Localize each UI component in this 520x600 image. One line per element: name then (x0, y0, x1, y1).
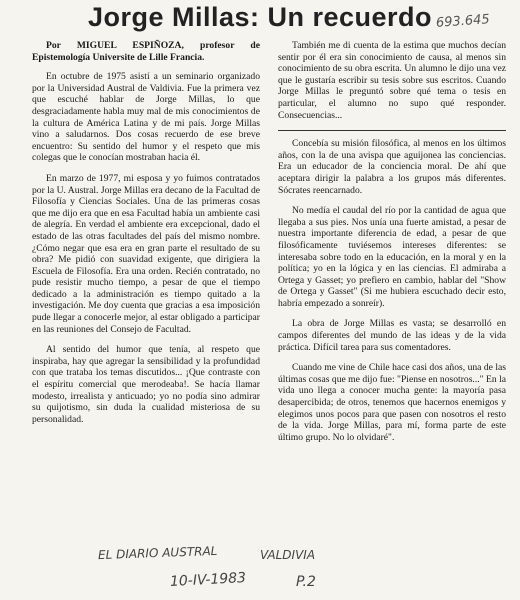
left-column (32, 40, 260, 434)
publication-date: 10-IV-1983 (169, 570, 247, 590)
article-title: Jorge Millas: Un recuerdo (87, 2, 433, 32)
paragraph-7: La obra de Jorge Millas es vasta; se desarrolló en campos diferentes del mundo de las ideas y de la vida práctica. Difícil tarea para sus comentadores. (278, 318, 506, 353)
paragraph-1: En octubre de 1975 asistí a un seminario organizado por la Universidad Austral de Valdivia. Fue la primera vez que escuché hablar de Jorge Millas, lo que desgraciadamente habla muy mal de mis conocimientos de la cultura de América Latina y de mi país. Jorge Millas vino a saludarnos. Dos cosas recuerdo de ese breve encuentro: Su sentido del humor y el respeto que mis colegas que le conocían mostraban hacia él. (32, 71, 260, 164)
city-name: VALDIVIA (260, 548, 316, 562)
paragraph-8: Cuando me vine de Chile hace casi dos años, una de las últimas cosas que me dijo fue: "Piense en nosotros..." En la vida uno llega a conocer mucha gente: la mayoría pasa desapercibida; de otros, tenemos que hacernos enemigos y elegimos unos pocos para que pasen con nosotros el resto de la vida. Jorge Millas, para mí, forma parte de este último grupo. No lo olvidaré". (278, 362, 506, 443)
byline: Por MIGUEL ESPIÑOZA, profesor de Epistemología Universite de Lille Francia. (32, 40, 260, 63)
paragraph-4: También me di cuenta de la estima que muchos decían sentir por él era sin conocimiento de causa, al menos sin conocimiento de su obra escrita. Un alumno le dijo una vez que le gustaría escribir su tesis sobre sus escritos. Cuando Jorge Millas le preguntó sobre qué tema o tesis en particular, el alumno no supo qué responder. Consecuencias... (278, 40, 506, 121)
paragraph-6: No medía el caudal del río por la cantidad de agua que llegaba a sus pies. Nos unía una fuerte amistad, a pesar de nuestra importante diferencia de edad, a pesar de que filosóficamente tuviésemos intereses diferentes: se interesaba sobre todo en la educación, en la moral y en la política; yo en la lógica y en las ciencias. El admiraba a Ortega y Gasset; yo prefiero en cambio, hablar del "Show de Ortega y Gasset" (Si me hubiera escuchado decir esto, habría empezado a sonreír). (278, 205, 506, 309)
right-column (278, 40, 506, 452)
page-number: P.2 (296, 574, 316, 590)
handwritten-reference-number: 693.645 (435, 12, 491, 31)
column-divider (278, 130, 506, 131)
paragraph-3: Al sentido del humor que tenía, al respeto que inspiraba, hay que agregar la sensibilidad y la profundidad con que trataba los temas discutidos... ¡Que contraste con el espíritu comercial que merodeaba!. Se hacía llamar modesto, irrealista y anticuado; yo no podía sino admirar su quijotismo, sin duda la cualidad misteriosa de su personalidad. (32, 344, 260, 425)
paragraph-5: Concebía su misión filosófica, al menos en los últimos años, con la de una avispa que aguijonea las conciencias. Era un educador de la conciencia moral. De ahí que aceptara dirigir la palabra a los grupos más diferentes. Sócrates reencarnado. (278, 138, 506, 196)
newspaper-name: EL DIARIO AUSTRAL (97, 543, 218, 563)
paragraph-2: En marzo de 1977, mi esposa y yo fuimos contratados por la U. Austral. Jorge Millas era decano de la Facultad de Filosofía y Ciencias Sociales. Una de las primeras cosas que me dijo era que en esa Facultad había un ambiente casi de alegría. En verdad el ambiente era excepcional, dado el estado de las otras facultades del país del mismo nombre. ¿Cómo negar que esa era en gran parte el resultado de su obra? Me pidió con suavidad exigente, que dirigiera la Escuela de Filosofía. Era una orden. Recién contratado, no pude resistir mucho tiempo, a pesar de que el tiempo dedicado a la administración es tiempo quitado a la investigación. Me doy cuenta que gracias a esa imposición pude llegar a conocerle mejor, al estar obligado a participar en las reuniones del Consejo de Facultad. (32, 172, 260, 335)
